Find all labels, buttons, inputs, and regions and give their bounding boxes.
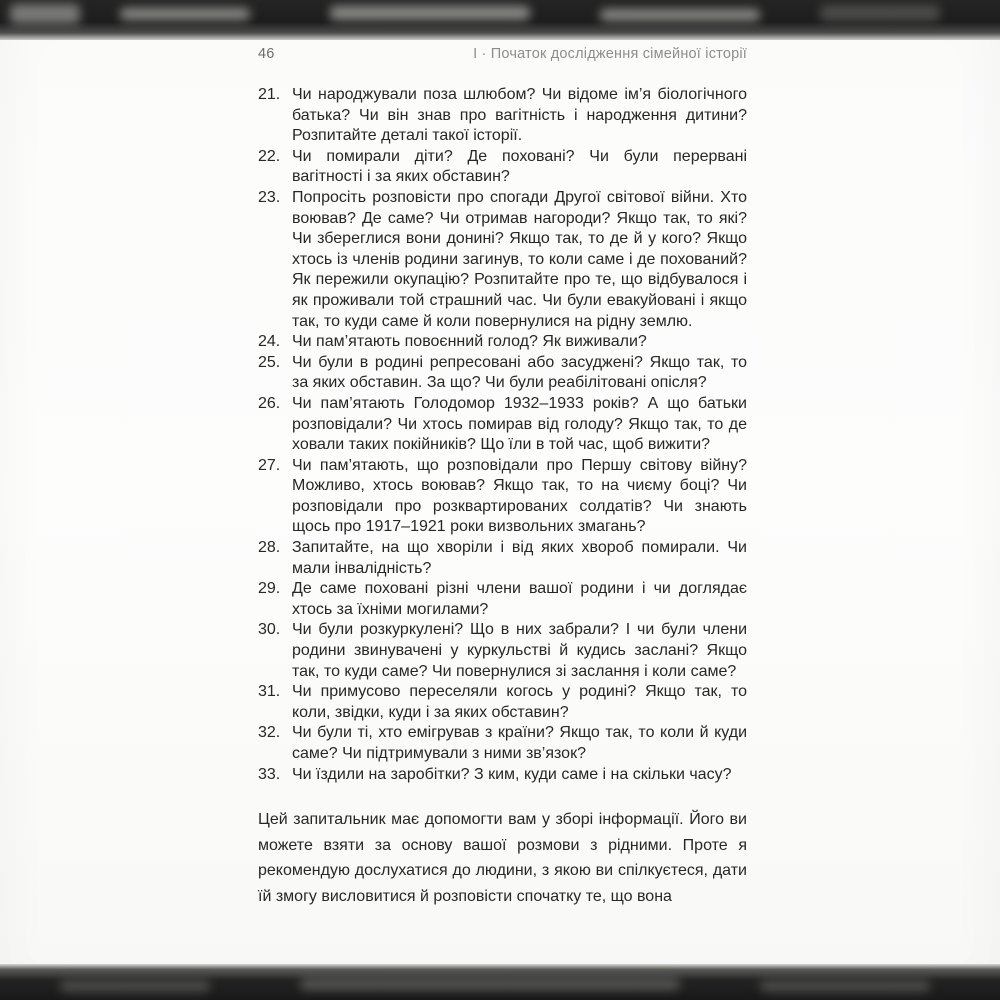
question-text: Чи пам’ятають, що розповідали про Першу світову війну? Можливо, хтось воював? Якщо так, то на чиєму боці? Чи розповідали про розквартированих солдатів? Чи знають щось про 1917–1921 роки визвольних змагань? (292, 456, 747, 536)
question-text: Чи народжували поза шлюбом? Чи відоме ім’я біологічного батька? Чи він знав про вагітність і народження дитини? Розпитайте деталі такої історії. (292, 86, 747, 145)
question-number: 32. (258, 724, 281, 742)
list-item (258, 765, 747, 786)
list-item (258, 456, 747, 538)
question-text: Чи їздили на заробітки? З ким, куди саме і на скільки часу? (292, 765, 732, 783)
question-number: 23. (258, 188, 281, 206)
question-text: Чи примусово переселяли когось у родині? Якщо так, то коли, звідки, куди і за яких обставин? (292, 683, 747, 721)
blurred-print-artifact (330, 6, 530, 20)
question-text: Чи пам’ятають повоєнний голод? Як виживали? (292, 333, 647, 351)
question-number: 26. (258, 394, 281, 412)
question-number: 29. (258, 580, 281, 598)
question-text: Чи пам’ятають Голодомор 1932–1933 років? А що батьки розповідали? Чи хтось помирав від голоду? Якщо так, то де ховали таких покійників? Що їли в той час, щоб вижити? (292, 394, 747, 454)
question-text: Запитайте, на що хворіли і від яких хвороб помирали. Чи мали інвалідність? (292, 539, 747, 577)
list-item (258, 353, 747, 394)
blurred-print-artifact (60, 980, 210, 992)
top-photo-edge (0, 0, 1000, 40)
list-item (258, 579, 747, 620)
page-number: 46 (258, 46, 275, 62)
question-text: Чи були ті, хто емігрував з країни? Якщо так, то коли й куди саме? Чи підтримували з ними зв’язок? (292, 724, 747, 762)
list-item (258, 188, 747, 332)
list-item (258, 147, 747, 188)
question-number: 25. (258, 353, 281, 371)
running-header: І · Початок дослідження сімейної історії (473, 46, 747, 62)
list-item (258, 620, 747, 682)
question-number: 27. (258, 456, 281, 474)
list-item (258, 538, 747, 579)
question-number: 24. (258, 333, 281, 351)
list-item (258, 723, 747, 764)
question-text: Де саме поховані різні члени вашої родини і чи доглядає хтось за їхніми могилами? (292, 580, 747, 618)
blurred-print-artifact (760, 980, 930, 992)
blurred-print-artifact (120, 8, 250, 20)
question-text: Чи були в родині репресовані або засуджені? Якщо так, то за яких обставин. За що? Чи були реабілітовані опісля? (292, 353, 747, 392)
blurred-print-artifact (300, 978, 680, 990)
question-number: 31. (258, 683, 281, 701)
blurred-print-artifact (10, 4, 80, 24)
question-number: 30. (258, 621, 281, 639)
list-item (258, 394, 747, 456)
question-list (258, 85, 747, 785)
closing-paragraph: Цей запитальник має допомогти вам у зборі інформації. Його ви можете взяти за основу вашої розмови з рідними. Проте я рекомендую дослухатися до людини, з якою ви спілкуєтеся, дати їй змогу висловитися й розповісти спочатку те, що вона (258, 811, 747, 905)
list-item (258, 682, 747, 723)
text-column (258, 46, 747, 925)
bottom-photo-edge (0, 964, 1000, 1000)
question-text: Чи помирали діти? Де поховані? Чи були перервані вагітності і за яких обставин? (292, 147, 747, 186)
running-header-row (258, 46, 747, 62)
blurred-print-artifact (600, 9, 760, 21)
question-number: 21. (258, 86, 281, 103)
question-text: Чи були розкуркулені? Що в них забрали? І чи були члени родини звинувачені у куркульстві й кудись заслані? Якщо так, то куди саме? Чи повернулися зі заслання і коли саме? (292, 621, 747, 680)
list-item (258, 85, 747, 147)
question-text: Попросіть розповісти про спогади Другої світової війни. Хто воював? Де саме? Чи отримав нагороди? Якщо так, то які? Чи збереглися вони донині? Якщо так, то де й у кого? Якщо хтось із членів родини загинув, то коли саме і де похований? Як пережили окупацію? Розпитайте про те, що відбувалося і як проживали той страшний час. Чи були евакуйовані і якщо так, то куди саме й коли повернулися на рідну землю. (292, 188, 747, 330)
question-number: 22. (258, 147, 281, 165)
blurred-print-artifact (820, 5, 940, 21)
question-number: 33. (258, 765, 281, 783)
list-item (258, 332, 747, 353)
question-number: 28. (258, 539, 281, 557)
